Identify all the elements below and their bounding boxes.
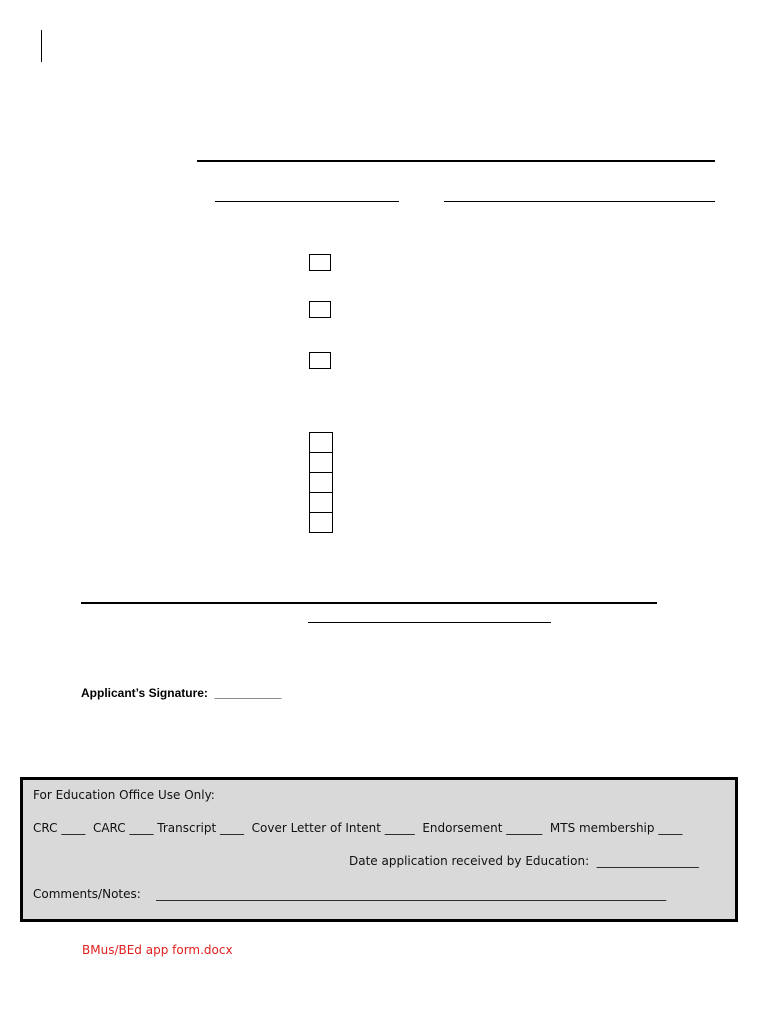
long-line	[81, 602, 657, 604]
stack-checkbox-5[interactable]	[309, 512, 333, 533]
stack-checkbox-4[interactable]	[309, 492, 333, 513]
signature-line	[81, 686, 281, 700]
stack-checkbox-1[interactable]	[309, 432, 333, 453]
option-checkbox-1[interactable]	[309, 254, 331, 271]
office-use-title: For Education Office Use Only:	[33, 788, 215, 802]
option-checkbox-3[interactable]	[309, 352, 331, 369]
stack-checkbox-2[interactable]	[309, 452, 333, 473]
office-use-box	[20, 777, 738, 922]
option-checkbox-2[interactable]	[309, 301, 331, 318]
signature-blank[interactable]: __________	[214, 686, 282, 700]
comments-blank: _____________________________________________________________________________________	[156, 887, 667, 901]
stack-checkbox-3[interactable]	[309, 472, 333, 493]
comments-label: Comments/Notes:	[33, 887, 141, 901]
field-line-right	[444, 201, 715, 202]
short-line	[308, 622, 551, 623]
comments-row	[33, 887, 666, 901]
date-received-field: Date application received by Education: _________________	[349, 854, 699, 868]
text-cursor-mark	[41, 30, 42, 62]
checkbox-stack	[309, 432, 333, 533]
footer-filename: BMus/BEd app form.docx	[82, 943, 233, 957]
field-line-left	[215, 201, 399, 202]
signature-label: Applicant’s Signature:	[81, 686, 208, 700]
documents-checklist: CRC ____ CARC ____ Transcript ____ Cover Letter of Intent _____ Endorsement ______ MTS membership ____	[33, 821, 683, 835]
name-line	[197, 160, 715, 162]
